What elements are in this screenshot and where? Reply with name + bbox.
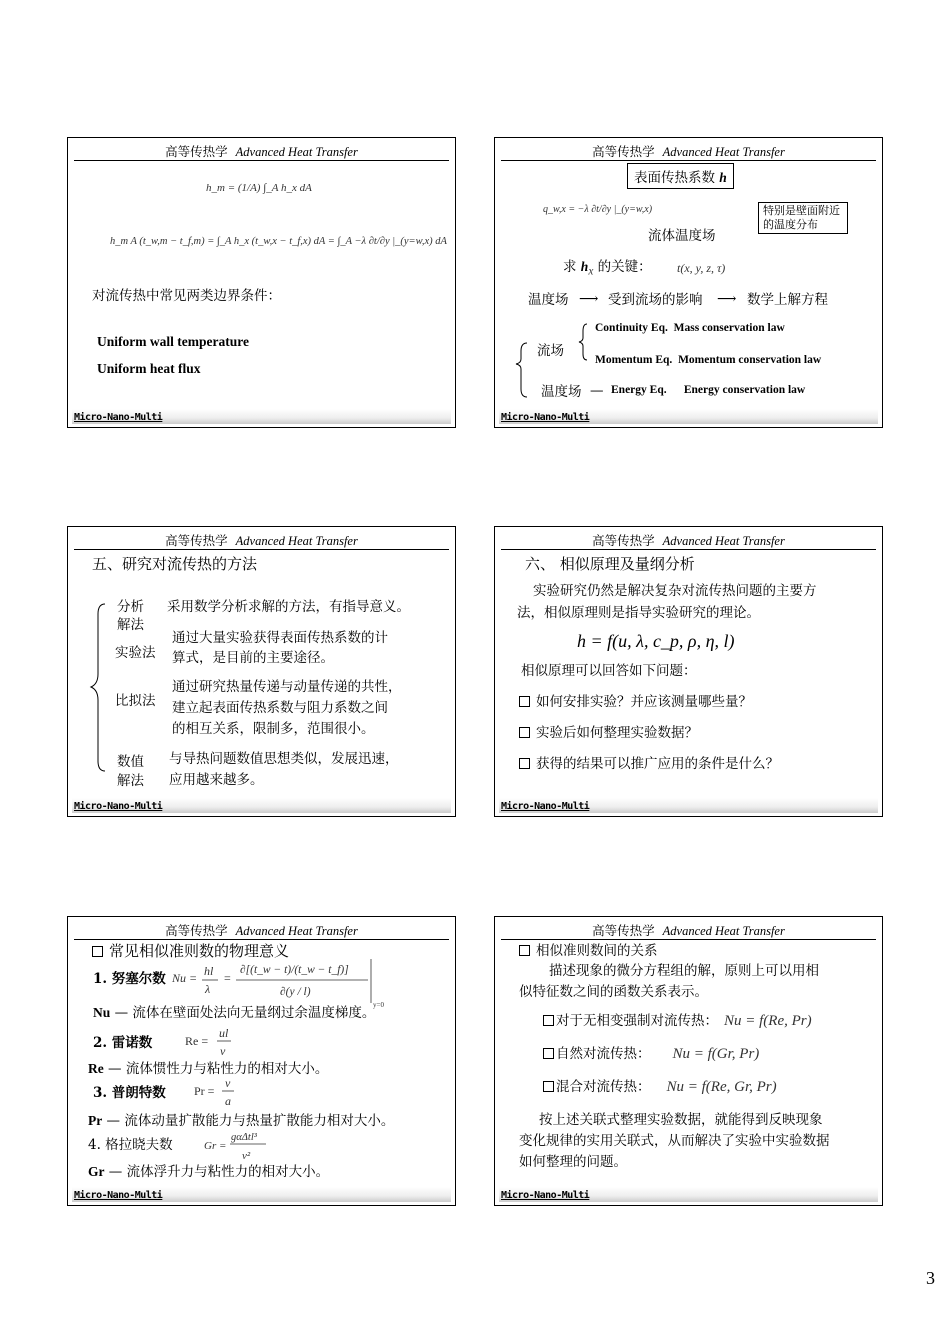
key-statement: 求 $h_x$ 的关键： [563,259,652,278]
relation-item: 对于无相变强制对流传热： Nu = f(Re, Pr) [543,1012,812,1030]
method-name: 数值 [117,754,144,770]
page-number: 3 [926,1268,935,1288]
svg-text:Gr =: Gr = [204,1140,227,1152]
heat-transfer-coefficient-box: 表面传热系数 h [627,163,734,189]
method-desc: 通过研究热量传递与动量传递的共性， [172,679,402,695]
reynolds-desc: Re — 流体惯性力与粘性力的相对大小。 [88,1061,329,1077]
method-desc: 建立起表面传热系数与阻力系数之间 [172,700,388,716]
slide-6 [494,916,883,1206]
slide-header: 高等传热学 Advanced Heat Transfer [592,144,785,159]
slide-header: 高等传热学 Advanced Heat Transfer [165,533,358,548]
momentum-eq: Momentum Eq. Momentum conservation law [595,354,822,366]
paragraph: 似特征数之间的函数关系表示。 [519,984,708,1000]
uniform-heat-flux: Uniform heat flux [97,361,201,376]
svg-text:∂[(t_w − t)/(t_w − t_f)]: ∂[(t_w − t)/(t_w − t_f)] [240,964,349,976]
logo: Micro-Nano-Multi [74,412,163,423]
prandtl-desc: Pr — 流体动量扩散能力与热量扩散能力相对大小。 [88,1113,395,1129]
method-desc: 与导热问题数值思想类似，发展迅速， [169,751,399,767]
energy-eq: Energy Eq. Energy conservation law [611,384,806,396]
grashof-formula [204,1129,284,1165]
svg-text:ν²: ν² [242,1150,251,1162]
svg-text:hl: hl [204,964,214,978]
paragraph: 描述现象的微分方程组的解，原则上可以用相 [549,963,819,979]
method-desc: 的相互关系，限制多，范围很小。 [172,721,375,737]
similarity-equation: h = f(u, λ, c_p, ρ, η, l) [577,631,735,651]
slide-5 [67,916,456,1206]
method-desc: 通过大量实验获得表面传热系数的计 [172,630,388,646]
arrow-icon: ⟶ [579,291,599,307]
grashof-label: 4. 格拉晓夫数 [88,1137,173,1153]
svg-text:=: = [224,971,231,985]
question-item: 实验后如何整理实验数据？ [519,725,698,741]
svg-text:∂(y / l): ∂(y / l) [280,986,311,998]
slide-header: 高等传热学 Advanced Heat Transfer [165,144,358,159]
chain-item-2: 受到流场的影响 [608,292,703,308]
svg-text:Pr =: Pr = [194,1084,215,1098]
logo: Micro-Nano-Multi [501,801,590,812]
method-name: 实验法 [115,645,156,661]
dash-line: — [590,383,604,399]
equation-hm: h_m = (1/A) ∫_A h_x dA [206,182,312,194]
conclusion: 如何整理的问题。 [519,1154,627,1170]
svg-text:Re =: Re = [185,1034,209,1048]
paragraph: 实验研究仍然是解决复杂对流传热问题的主要方 [533,583,817,599]
method-name: 分析 [117,599,144,615]
brace-icon [513,321,543,401]
reynolds-label: 2. 雷诺数 [93,1035,153,1051]
slide-header: 高等传热学 Advanced Heat Transfer [165,923,358,938]
relation-item: 混合对流传热： Nu = f(Re, Gr, Pr) [543,1078,777,1096]
equation-heat-balance: h_m A (t_w,m − t_f,m) = ∫_A h_x (t_w,x − t_f,x) dA = ∫_A −λ ∂t/∂y |_(y=w,x) dA [110,236,447,247]
continuity-eq: Continuity Eq. Mass conservation law [595,322,785,334]
slide-header: 高等传热学 Advanced Heat Transfer [592,923,785,938]
svg-text:y=0: y=0 [373,1001,384,1009]
conclusion: 按上述关联式整理实验数据，就能得到反映现象 [539,1112,823,1128]
svg-text:ν: ν [220,1044,226,1058]
flow-field-label: 流场 [537,343,564,359]
chain-item-1: 温度场 [528,292,569,308]
chain-item-3: 数学上解方程 [747,292,828,308]
slide-title: 六、 相似原理及量纲分析 [525,555,695,573]
prandtl-label: 3. 普朗特数 [93,1085,166,1101]
question-item: 如何安排实验？并应该测量哪些量？ [519,694,752,710]
method-name: 解法 [117,617,144,633]
logo: Micro-Nano-Multi [501,412,590,423]
grashof-desc: Gr — 流体浮升力与粘性力的相对大小。 [88,1164,330,1180]
paragraph: 法，相似原理则是指导实验研究的理论。 [517,605,760,621]
svg-text:ul: ul [219,1026,229,1040]
brace-icon [90,599,110,774]
svg-text:a: a [225,1094,231,1108]
method-name: 解法 [117,773,144,789]
slide-3 [67,526,456,817]
slide-1 [67,137,456,428]
method-desc: 应用越来越多。 [169,772,264,788]
fluid-temperature-field: 流体温度场 [648,228,716,244]
svg-text:gαΔtl³: gαΔtl³ [231,1132,257,1143]
prandtl-formula [194,1075,254,1111]
slide-header: 高等传热学 Advanced Heat Transfer [592,533,785,548]
slide-title: 常见相似准则数的物理意义 [92,942,289,960]
relation-item: 自然对流传热： Nu = f(Gr, Pr) [543,1045,759,1063]
similarity-intro: 相似原理可以回答如下问题： [521,663,697,679]
temperature-field-label: 温度场 [541,384,582,400]
nusselt-desc: Nu — 流体在壁面处法向无量纲过余温度梯度。 [93,1005,376,1021]
slide-4 [494,526,883,817]
question-item: 获得的结果可以推广应用的条件是什么？ [519,756,779,772]
arrow-icon: ⟶ [717,291,737,307]
svg-text:λ: λ [205,982,211,996]
method-desc: 算式，是目前的主要途径。 [172,650,334,666]
method-name: 比拟法 [115,693,156,709]
slide-2 [494,137,883,428]
equation-temperature-field: t(x, y, z, τ) [677,261,726,275]
logo: Micro-Nano-Multi [74,1190,163,1201]
callout-box: 特别是壁面附近的温度分布 [758,202,848,234]
logo: Micro-Nano-Multi [501,1190,590,1201]
boundary-condition-intro: 对流传热中常见两类边界条件： [92,288,281,304]
conclusion: 变化规律的实用关联式，从而解决了实验中实验数据 [519,1133,830,1149]
equation-heat-flux: q_w,x = −λ ∂t/∂y |_(y=w,x) [543,204,653,215]
svg-text:ν: ν [225,1076,231,1090]
slide-title: 五、研究对流传热的方法 [92,555,258,573]
slide-title: 相似准则数间的关系 [519,943,658,959]
reynolds-formula [185,1025,255,1061]
method-desc: 采用数学分析求解的方法，有指导意义。 [167,599,410,615]
nusselt-label: 1. 努塞尔数 [93,971,166,987]
logo: Micro-Nano-Multi [74,801,163,812]
svg-text:Nu =: Nu = [172,971,198,985]
uniform-wall-temperature: Uniform wall temperature [97,334,249,349]
